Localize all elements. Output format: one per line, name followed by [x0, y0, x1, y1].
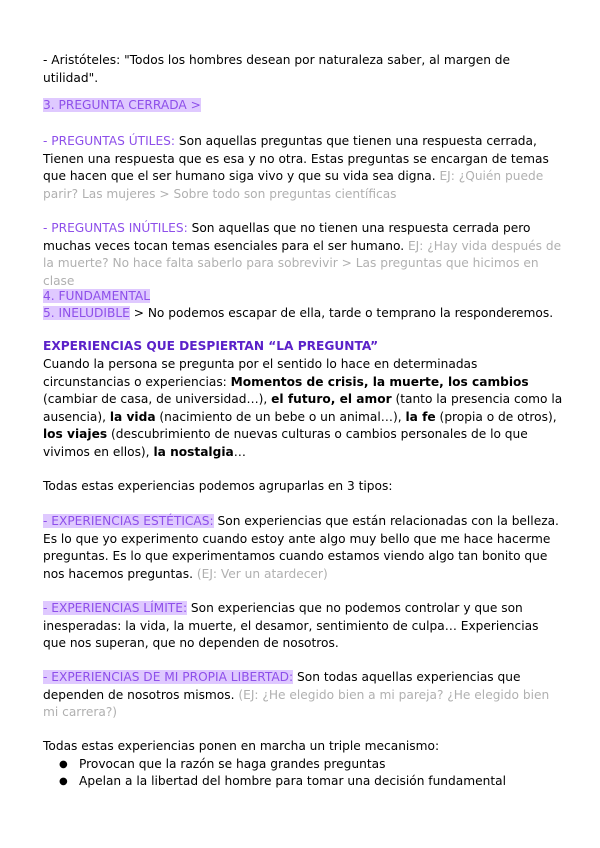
section-4-heading: [43, 288, 563, 306]
useless-questions-paragraph: [43, 220, 563, 290]
limit-experiences-paragraph: [43, 600, 563, 653]
mechanism-item-freedom: ● Apelan a la libertad del hombre para tomar una decisión fundamental: [79, 773, 563, 791]
section-5-title: 5. INELUDIBLE: [43, 306, 130, 320]
section-3-title: 3. PREGUNTA CERRADA >: [43, 98, 201, 112]
limit-text: Son experiencias que no podemos controlar y que son inesperadas: la vida, la muerte, el desamor, sentimiento de culpa… Experiencias que nos superan, que no dependen de nosotros.: [43, 601, 539, 650]
aesthetic-experiences-paragraph: [43, 513, 563, 583]
mechanism-list: [43, 756, 563, 791]
aesthetic-text: Son experiencias que están relacionadas con la belleza. Es lo que yo experimento cuando estoy ante algo muy bello que me hace hacerme preguntas. Es lo que experimentamos cuando estamos viendo algo tan bonito que nos hacemos preguntas.: [43, 514, 559, 581]
aristotle-quote: [43, 52, 563, 87]
exp-text-7: …: [233, 444, 246, 459]
grouping-text: Todas estas experiencias podemos agruparlas en 3 tipos:: [43, 479, 393, 493]
useful-questions-text: Son aquellas preguntas que tienen una respuesta cerrada, Tienen una respuesta que es esa y no otra. Estas preguntas se encargan de temas que hacen que el ser humano siga vivo y que su vida sea digna.: [43, 134, 549, 183]
mechanism-section: [43, 738, 563, 791]
exp-text-2: (cambiar de casa, de universidad…),: [43, 392, 272, 406]
exp-text-1: Cuando la persona se pregunta por el sentido lo hace en determinadas circunstancias o experiencias:: [43, 357, 478, 389]
aesthetic-label: - EXPERIENCIAS ESTÉTICAS:: [43, 514, 214, 528]
freedom-label: - EXPERIENCIAS DE MI PROPIA LIBERTAD:: [43, 670, 294, 684]
exp-future-love: el futuro, el amor: [271, 392, 392, 406]
quote-text: - Aristóteles: "Todos los hombres desean por naturaleza saber, al margen de utilidad".: [43, 53, 511, 85]
useful-questions-paragraph: [43, 133, 563, 203]
useless-questions-text: Son aquellas que no tienen una respuesta cerrada pero muchas veces tocan temas esenciales para el ser humano.: [43, 221, 531, 253]
exp-travel: los viajes: [43, 427, 108, 441]
useless-questions-label: - PREGUNTAS INÚTILES:: [43, 221, 188, 235]
section-5-paragraph: [43, 305, 563, 323]
exp-faith: la fe: [405, 409, 436, 424]
useless-questions-example: EJ: ¿Hay vida después de la muerte? No hace falta saberlo para sobrevivir > Las preguntas que hicimos en clase: [43, 238, 562, 288]
useful-questions-example: EJ: ¿Quién puede parir? Las mujeres > Sobre todo son preguntas científicas: [43, 169, 544, 201]
exp-nostalgia: la nostalgia: [153, 444, 234, 459]
exp-text-3: (tanto la presencia como la ausencia),: [43, 392, 563, 424]
aesthetic-example: (EJ: Ver un atardecer): [192, 566, 328, 581]
section-5-text: > No podemos escapar de ella, tarde o temprano la responderemos.: [129, 306, 554, 320]
experiences-heading-text: EXPERIENCIAS QUE DESPIERTAN “LA PREGUNTA”: [43, 339, 379, 353]
freedom-text: Son todas aquellas experiencias que dependen de nosotros mismos.: [43, 670, 521, 702]
experiences-heading: [43, 338, 563, 356]
freedom-experiences-paragraph: [43, 669, 563, 722]
grouping-paragraph: [43, 478, 563, 496]
section-3-heading: [43, 97, 563, 115]
exp-text-6: (descubrimiento de nuevas culturas o cambios personales de lo que vivimos en ellos),: [43, 427, 528, 459]
experiences-paragraph: [43, 356, 563, 461]
exp-life: la vida: [109, 409, 156, 424]
exp-text-5: (propia o de otros),: [435, 409, 557, 424]
exp-crisis: Momentos de crisis, la muerte, los cambios: [230, 374, 529, 389]
freedom-example: (EJ: ¿He elegido bien a mi pareja? ¿He elegido bien mi carrera?): [43, 687, 550, 719]
section-4-title: 4. FUNDAMENTAL: [43, 289, 151, 303]
mechanism-intro: Todas estas experiencias ponen en marcha un triple mecanismo:: [43, 739, 440, 753]
exp-text-4: (nacimiento de un bebe o un animal…),: [155, 409, 406, 424]
limit-label: - EXPERIENCIAS LÍMITE:: [43, 601, 188, 615]
useful-questions-label: - PREGUNTAS ÚTILES:: [43, 134, 176, 148]
mechanism-item-reason: ● Provocan que la razón se haga grandes preguntas: [79, 756, 563, 774]
